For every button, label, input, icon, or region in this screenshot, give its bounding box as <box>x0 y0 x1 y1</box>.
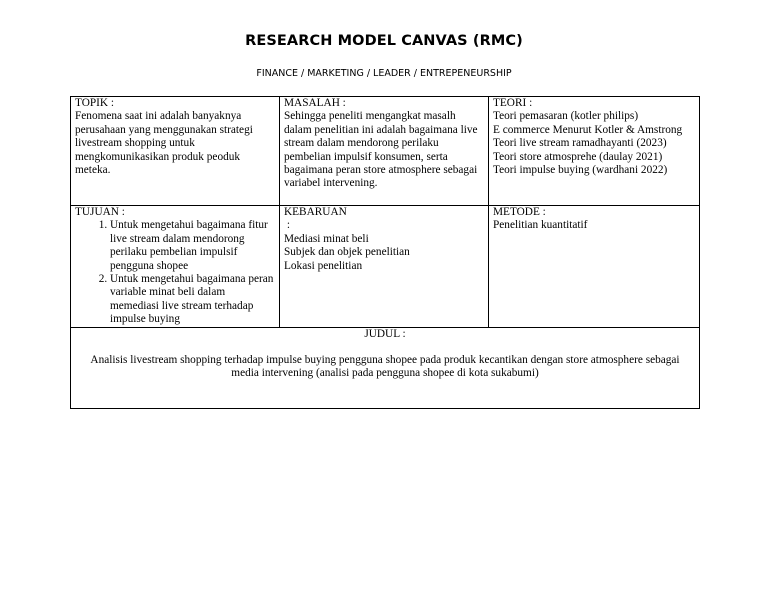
teori-item: Teori impulse buying (wardhani 2022) <box>493 164 668 177</box>
metode-label: METODE : <box>493 206 546 218</box>
kebaruan-item: Lokasi penelitian <box>284 259 363 272</box>
masalah-label: MASALAH : <box>284 97 346 109</box>
masalah-text: Sehingga peneliti mengangkat masalh dalam penelitian ini adalah bagaimana live stream dalam mendorong perilaku pembelian impulsif konsumen, serta bagaimana peran store atmosphere sebagai variabel intervening. <box>284 110 478 190</box>
teori-item: Teori live stream ramadhayanti (2023) <box>493 137 667 150</box>
tujuan-list <box>75 219 275 326</box>
topik-cell <box>71 97 280 206</box>
table-row-3 <box>71 327 700 408</box>
teori-label: TEORI : <box>493 97 533 109</box>
tujuan-item: 1. Untuk mengetahui bagaimana fitur live stream dalam mendorong perilaku pembelian impulsif pengguna shopee <box>110 219 275 273</box>
topik-label: TOPIK : <box>75 97 115 109</box>
teori-item: Teori store atmosprehe (daulay 2021) <box>493 150 663 163</box>
page-title: RESEARCH MODEL CANVAS (RMC) <box>245 33 523 49</box>
metode-text: Penelitian kuantitatif <box>493 219 588 232</box>
page-subtitle: FINANCE / MARKETING / LEADER / ENTREPENEURSHIP <box>256 68 512 79</box>
topik-text: Fenomena saat ini adalah banyaknya perusahaan yang menggunakan strategi livestream shopping untuk mengkomunikasikan produk peoduk meteka. <box>75 110 253 177</box>
rmc-table <box>70 96 700 409</box>
masalah-cell <box>280 97 489 206</box>
teori-item: E commerce Menurut Kotler & Amstrong <box>493 123 683 136</box>
kebaruan-label: KEBARUAN <box>284 206 347 218</box>
table-row-1 <box>71 97 700 206</box>
tujuan-cell <box>71 206 280 328</box>
judul-label: JUDUL : <box>364 327 406 340</box>
judul-text: Analisis livestream shopping terhadap impulse buying pengguna shopee pada produk kecantikan dengan store atmosphere sebagai media intervening (analisi pada pengguna shopee di kota sukabumi) <box>90 354 680 380</box>
judul-cell <box>71 327 700 408</box>
kebaruan-item: Mediasi minat beli <box>284 232 369 245</box>
tujuan-item: 2. Untuk mengetahui bagaimana peran variable minat beli dalam memediasi live stream terhadap impulse buying <box>110 273 275 327</box>
kebaruan-colon: : <box>284 219 290 232</box>
teori-cell <box>489 97 700 206</box>
metode-cell <box>489 206 700 328</box>
table-row-2 <box>71 206 700 328</box>
kebaruan-item: Subjek dan objek penelitian <box>284 246 410 259</box>
tujuan-label: TUJUAN : <box>75 206 125 218</box>
teori-item: Teori pemasaran (kotler philips) <box>493 110 639 123</box>
kebaruan-cell <box>280 206 489 328</box>
